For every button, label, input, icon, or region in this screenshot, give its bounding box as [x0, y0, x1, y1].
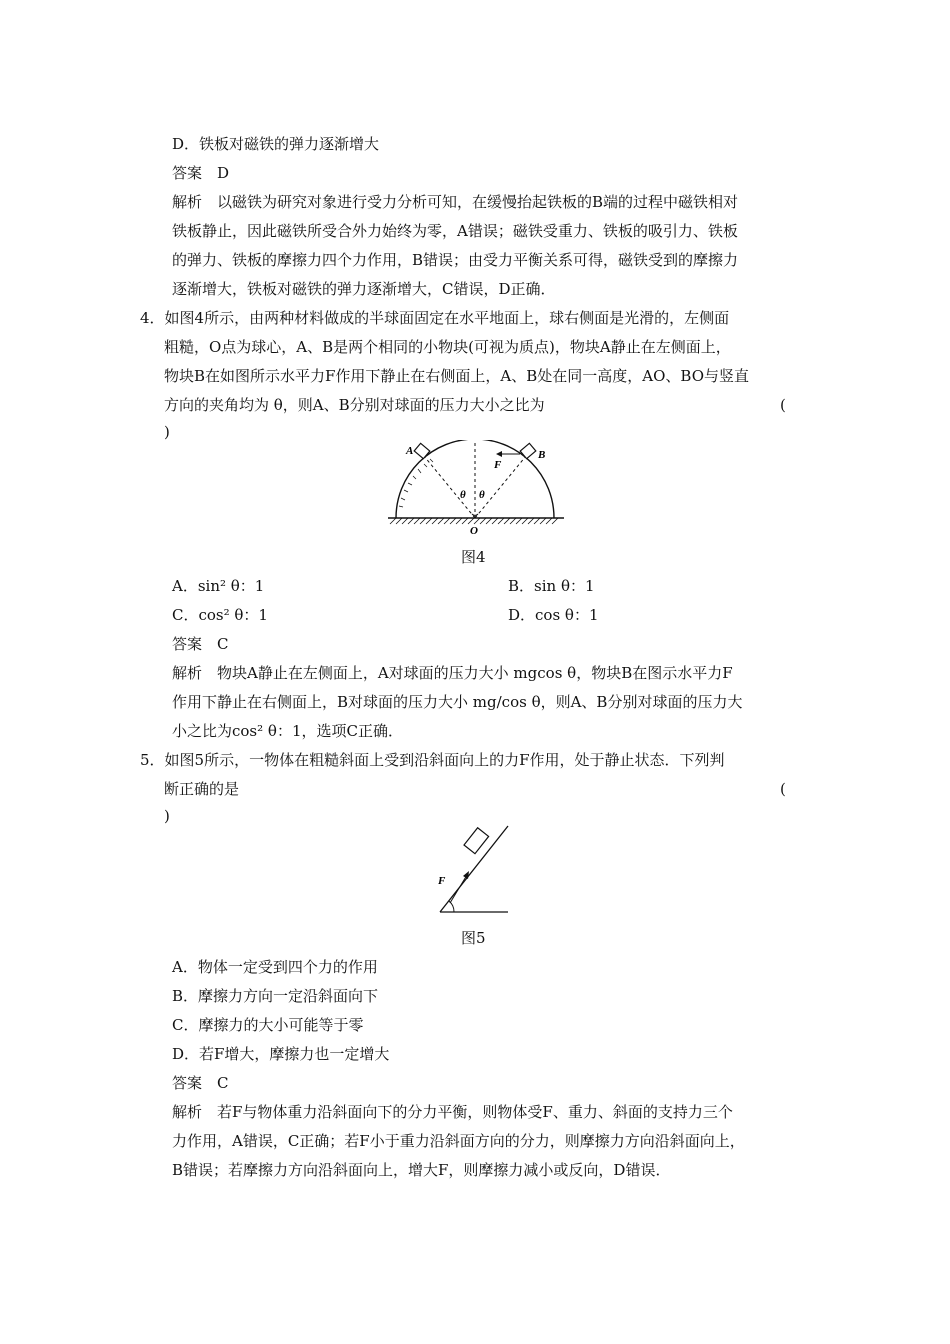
label-a: A: [406, 445, 414, 457]
figure-4-hemisphere: [380, 440, 580, 540]
label-b: B: [538, 449, 546, 461]
q5-option-a: A．物体一定受到四个力的作用: [172, 958, 378, 976]
q5-bracket-close: ): [164, 807, 170, 825]
q4-stem-line-3: 物块B在如图所示水平力F作用下静止在右侧面上，A、B处在同一高度，AO、BO与竖直: [164, 367, 750, 385]
prev-analysis-line-3: 的弹力、铁板的摩擦力四个力作用，B错误；由受力平衡关系可得，磁铁受到的摩擦力: [172, 251, 739, 269]
prev-analysis-line-4: 逐渐增大，铁板对磁铁的弹力逐渐增大，C错误，D正确．: [172, 280, 556, 298]
q5-stem-line-2: 断正确的是: [164, 780, 240, 798]
q4-stem-line-1: 4．如图4所示，由两种材料做成的半球面固定在水平地面上，球右侧面是光滑的，左侧面: [140, 309, 730, 327]
q4-option-c: C．cos² θ：1: [172, 606, 268, 624]
q5-analysis-line-1: 解析 若F与物体重力沿斜面向下的分力平衡，则物体受F、重力、斜面的支持力三个: [172, 1103, 733, 1121]
q4-bracket-open: (: [780, 396, 786, 414]
label-theta-left: θ: [460, 489, 466, 501]
q4-analysis-line-3: 小之比为cos² θ：1，选项C正确．: [172, 722, 403, 740]
q5-bracket-open: (: [780, 780, 786, 798]
q5-option-d: D．若F增大，摩擦力也一定增大: [172, 1045, 390, 1063]
prev-option-d: D．铁板对磁铁的弹力逐渐增大: [172, 135, 380, 153]
label-f: F: [494, 459, 502, 471]
block-b: [520, 443, 536, 458]
figure-5-incline: [430, 822, 520, 917]
q4-option-b: B．sin θ：1: [508, 577, 595, 595]
label-f: F: [438, 875, 446, 887]
figure-5-caption: 图5: [461, 929, 486, 947]
block: [464, 828, 489, 854]
block-a: [414, 443, 430, 458]
q4-option-a: A．sin² θ：1: [172, 577, 265, 595]
prev-analysis-line-2: 铁板静止，因此磁铁所受合外力始终为零，A错误；磁铁受重力、铁板的吸引力、铁板: [172, 222, 738, 240]
q4-option-d: D．cos θ：1: [508, 606, 599, 624]
label-theta-right: θ: [479, 489, 485, 501]
q4-answer: 答案 C: [172, 635, 229, 653]
label-o: O: [470, 525, 478, 537]
q4-stem-line-4: 方向的夹角均为 θ，则A、B分别对球面的压力大小之比为: [164, 396, 545, 414]
q5-option-c: C．摩擦力的大小可能等于零: [172, 1016, 364, 1034]
prev-analysis-line-1: 解析 以磁铁为研究对象进行受力分析可知，在缓慢抬起铁板的B端的过程中磁铁相对: [172, 193, 739, 211]
figure-4-caption: 图4: [461, 548, 486, 566]
q5-analysis-line-2: 力作用，A错误，C正确；若F小于重力沿斜面方向的分力，则摩擦力方向沿斜面向上，: [172, 1132, 745, 1150]
q5-answer: 答案 C: [172, 1074, 229, 1092]
force-f-arrowhead: [463, 871, 469, 879]
q4-stem-line-2: 粗糙，O点为球心，A、B是两个相同的小物块(可视为质点)，物块A静止在左侧面上，: [164, 338, 731, 356]
q4-analysis-line-2: 作用下静止在右侧面上，B对球面的压力大小 mg/cos θ，则A、B分别对球面的压力大: [172, 693, 743, 711]
q4-bracket-close: ): [164, 423, 170, 441]
q5-analysis-line-3: B错误；若摩擦力方向沿斜面向上，增大F，则摩擦力减小或反向，D错误．: [172, 1161, 671, 1179]
force-arrowhead: [496, 451, 502, 457]
q4-analysis-line-1: 解析 物块A静止在左侧面上，A对球面的压力大小 mgcos θ，物块B在图示水平力F: [172, 664, 733, 682]
q5-stem-line-1: 5．如图5所示，一物体在粗糙斜面上受到沿斜面向上的力F作用，处于静止状态．下列判: [140, 751, 725, 769]
prev-answer: 答案 D: [172, 164, 230, 182]
force-f-line: [450, 875, 467, 903]
ground-hatching: [390, 518, 558, 524]
q5-option-b: B．摩擦力方向一定沿斜面向下: [172, 987, 379, 1005]
